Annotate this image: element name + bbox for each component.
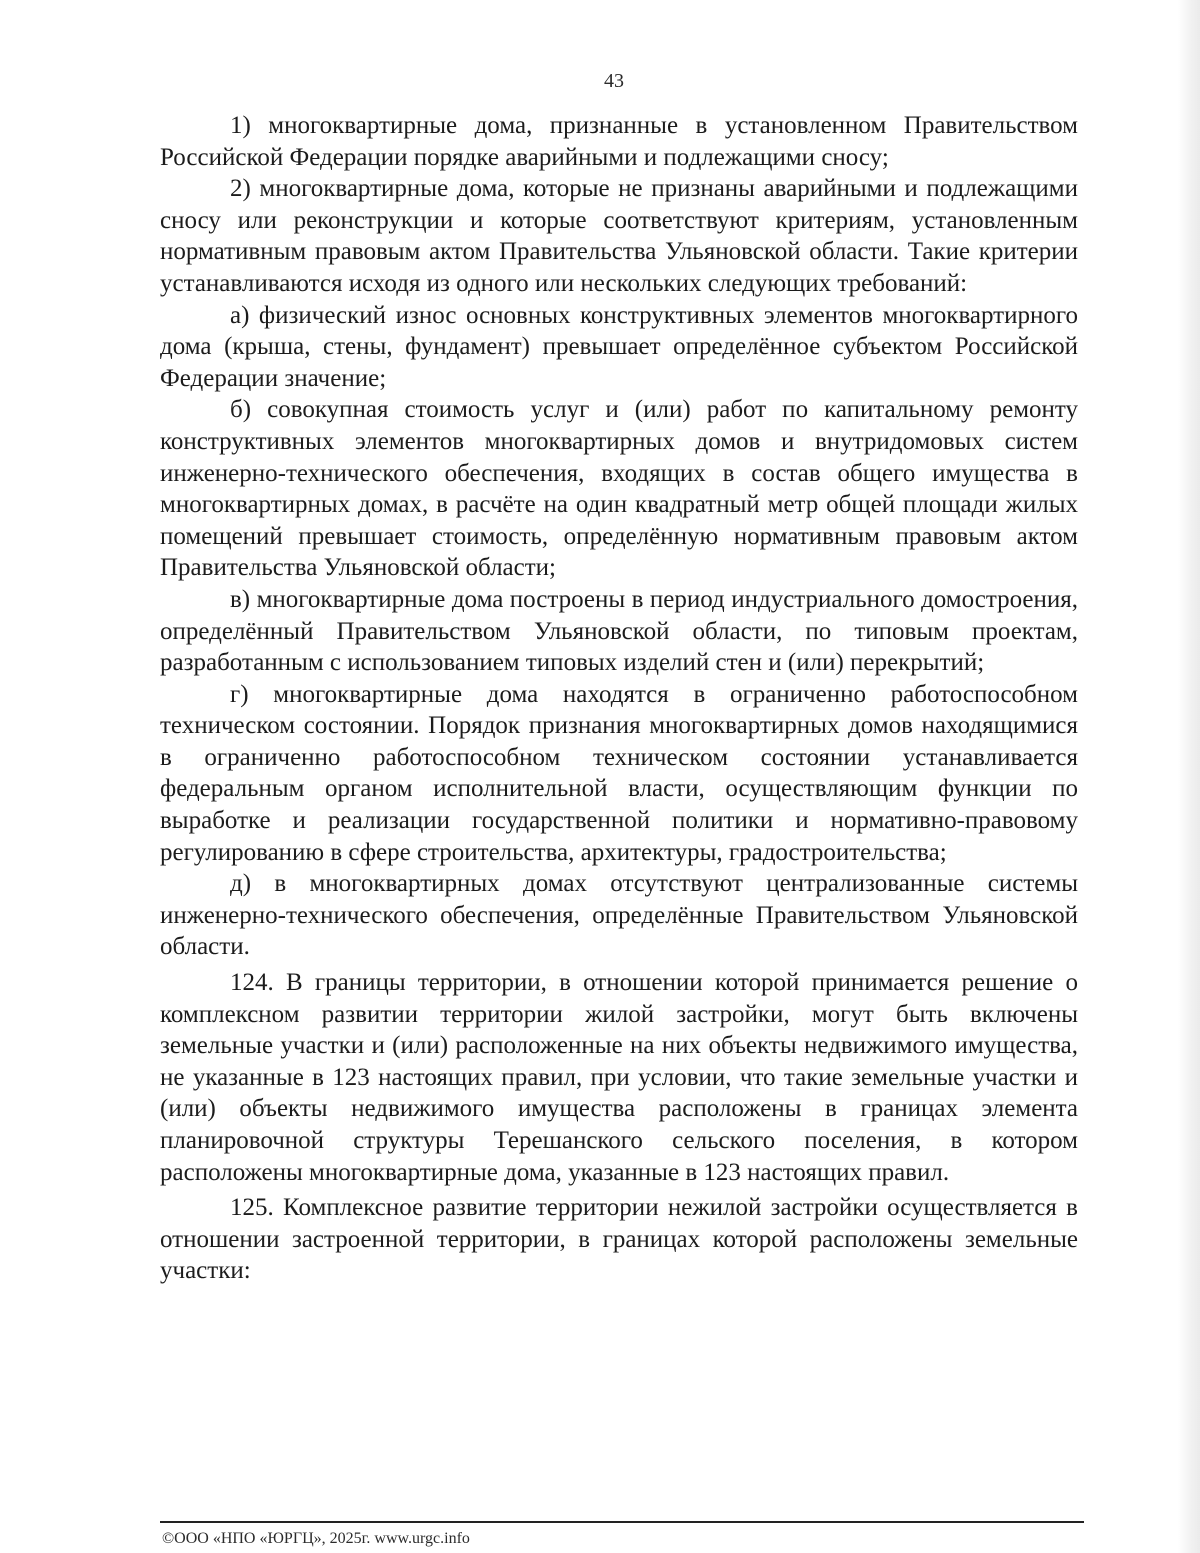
paragraph-subitem-d: д) в многоквартирных домах отсутствуют централизованные системы инженерно-технического обеспечения, определённые Правительством Ульяновской области. — [160, 870, 1078, 961]
paragraph-124: 124. В границы территории, в отношении которой принимается решение о комплексном развитии территории жилой застройки, могут быть включены земельные участки и (или) расположенные на них объекты недвижимого имущества, не указанные в 123 настоящих правил, при условии, что такие земельные участки и (или) объекты недвижимого имущества расположены в границах элемента планировочной структуры Терешанского сельского поселения, в котором расположены многоквартирные дома, указанные в 123 настоящих правил. — [160, 969, 1078, 1186]
page-number: 43 — [604, 70, 624, 92]
footer-copyright: ©ООО «НПО «ЮРГЦ», 2025г. www.urgc.info — [162, 1530, 470, 1547]
paragraph-subitem-a: а) физический износ основных конструктивных элементов многоквартирного дома (крыша, стены, фундамент) превышает определённое субъектом Российской Федерации значение; — [160, 301, 1078, 392]
paragraph-125: 125. Комплексное развитие территории нежилой застройки осуществляется в отношении застроенной территории, в границах которой расположены земельные участки: — [160, 1194, 1078, 1285]
paragraph-item-2: 2) многоквартирные дома, которые не признаны аварийными и подлежащими сносу или реконструкции и которые соответствуют критериям, установленным нормативным правовым актом Правительства Ульяновской области. Такие критерии устанавливаются исходя из одного или нескольких следующих требований: — [160, 175, 1078, 297]
paragraph-subitem-v: в) многоквартирные дома построены в период индустриального домостроения, определённый Правительством Ульяновской области, по типовым проектам, разработанным с использованием типовых изделий стен и (или) перекрытий; — [160, 585, 1078, 677]
paragraph-item-1: 1) многоквартирные дома, признанные в установленном Правительством Российской Федерации порядке аварийными и подлежащими сносу; — [160, 112, 1078, 171]
paragraph-subitem-b: б) совокупная стоимость услуг и (или) работ по капитальному ремонту конструктивных элементов многоквартирных домов и внутридомовых систем инженерно-технического обеспечения, входящих в состав общего имущества в многоквартирных домах, в расчёте на один квадратный метр общей площади жилых помещений превышает стоимость, определённую нормативным правовым актом Правительства Ульяновской области; — [160, 396, 1078, 582]
footer-divider — [160, 1521, 1084, 1523]
paragraph-subitem-g: г) многоквартирные дома находятся в ограниченно работоспособном техническом состоянии. Порядок признания многоквартирных домов находящимися в ограниченно работоспособном техническом состоянии устанавливается федеральным органом исполнительной власти, осуществляющим функции по выработке и реализации государственной политики и нормативно-правовому регулированию в сфере строительства, архитектуры, градостроительства; — [160, 680, 1078, 866]
document-body — [160, 110, 1078, 1287]
page-edge-shadow — [1178, 0, 1200, 1553]
